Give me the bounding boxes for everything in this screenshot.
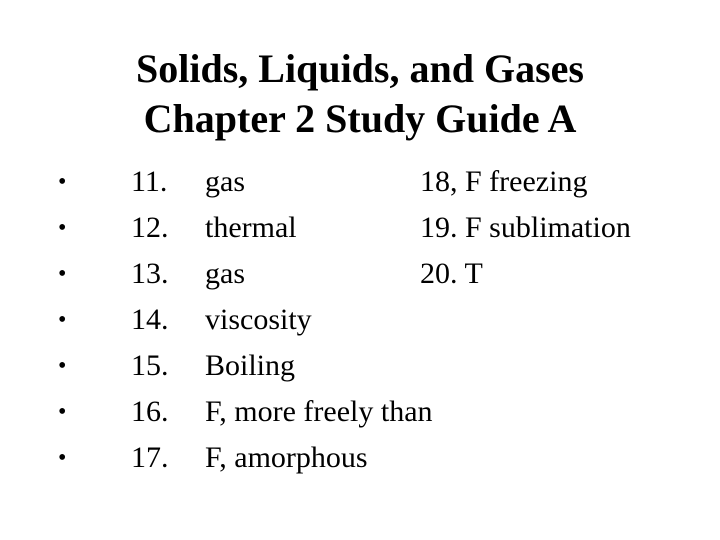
item-answer: F, amorphous	[205, 441, 368, 474]
item-answer: thermal	[205, 211, 297, 244]
item-number: 13.	[131, 257, 169, 290]
bullet: •	[58, 445, 67, 471]
item-answer: gas	[205, 257, 245, 290]
item-number: 16.	[131, 395, 169, 428]
item-number: 15.	[131, 349, 169, 382]
item-answer: F, more freely than	[205, 395, 433, 428]
item-number: 12.	[131, 211, 169, 244]
bullet: •	[58, 169, 67, 195]
list-item	[0, 346, 720, 392]
bullet: •	[58, 215, 67, 241]
list-item	[0, 162, 720, 208]
list-item	[0, 438, 720, 484]
item-answer: viscosity	[205, 303, 312, 336]
title-line-1: Solids, Liquids, and Gases	[136, 46, 584, 91]
answer-list	[0, 162, 720, 484]
list-item	[0, 300, 720, 346]
item-answer-right: 19. F sublimation	[420, 211, 631, 244]
slide-title	[60, 44, 660, 144]
item-answer: Boiling	[205, 349, 296, 382]
title-line-2: Chapter 2 Study Guide A	[143, 96, 577, 141]
list-item	[0, 254, 720, 300]
item-answer-right: 20. T	[420, 257, 483, 290]
item-number: 11.	[131, 165, 168, 198]
item-answer: gas	[205, 165, 245, 198]
list-item	[0, 208, 720, 254]
bullet: •	[58, 307, 67, 333]
list-item	[0, 392, 720, 438]
bullet: •	[58, 399, 67, 425]
bullet: •	[58, 261, 67, 287]
item-answer-right: 18, F freezing	[420, 165, 588, 198]
item-number: 14.	[131, 303, 169, 336]
bullet: •	[58, 353, 67, 379]
item-number: 17.	[131, 441, 169, 474]
